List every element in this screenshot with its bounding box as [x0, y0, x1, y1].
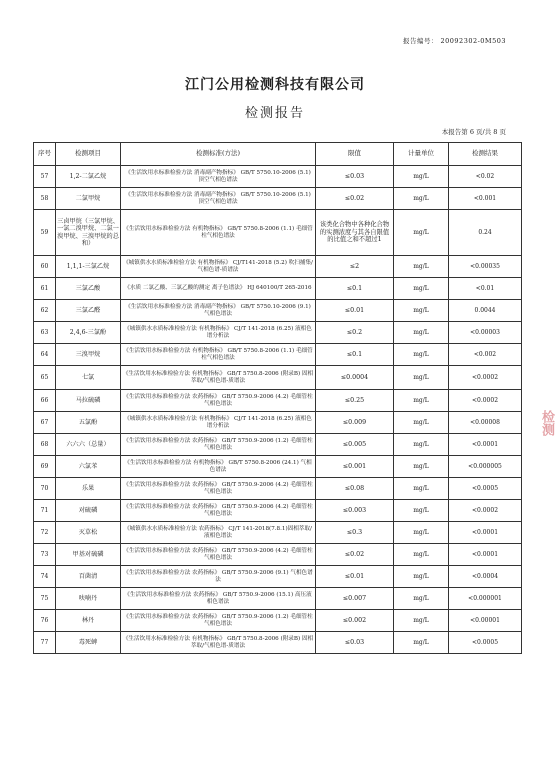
page-info: 本报告第 6 页/共 8 页: [441, 128, 506, 136]
cell-unit: mg/L: [394, 588, 449, 610]
cell-method: 《生活饮用水标准检验方法 有机物指标》 GB/T 5750.8-2006 (1.1) 毛细管柱气相色谱法: [121, 210, 316, 256]
cell-no: 68: [34, 434, 56, 456]
cell-limit: ≤0.01: [316, 300, 394, 322]
cell-no: 67: [34, 412, 56, 434]
cell-method: 《生活饮用水标准检验方法 消毒副产物指标》 GB/T 5750.10-2006 (9.1) 气相色谱法: [121, 300, 316, 322]
cell-result: <0.0002: [449, 500, 522, 522]
cell-method: 《水质 二氯乙酸、三氯乙酸的测定 离子色谱法》 HJ 640100/T 265-2016: [121, 278, 316, 300]
cell-method: 《城镇供水水质标准检验方法 农药指标》 CJ/T 141-2018(7.8.1)固相萃取/液相色谱法: [121, 522, 316, 544]
cell-unit: mg/L: [394, 566, 449, 588]
cell-item: 1,2-二氯乙烷: [56, 166, 121, 188]
cell-unit: mg/L: [394, 300, 449, 322]
cell-limit: ≤0.2: [316, 322, 394, 344]
cell-item: 三溴甲烷: [56, 344, 121, 366]
table-row: [34, 390, 522, 412]
table-header-row: [34, 143, 522, 166]
cell-unit: mg/L: [394, 210, 449, 256]
cell-no: 73: [34, 544, 56, 566]
cell-result: <0.0001: [449, 544, 522, 566]
cell-item: 呋喃丹: [56, 588, 121, 610]
cell-result: <0.0004: [449, 566, 522, 588]
cell-item: 毒死蜱: [56, 632, 121, 654]
cell-method: 《生活饮用水标准检验方法 农药指标》 GB/T 5750.9-2006 (4.2) 毛细管柱气相色谱法: [121, 500, 316, 522]
cell-result: <0.0002: [449, 390, 522, 412]
seal-stamp: 检测: [539, 410, 554, 436]
table-row: [34, 256, 522, 278]
cell-no: 58: [34, 188, 56, 210]
cell-no: 65: [34, 366, 56, 390]
table-row: [34, 188, 522, 210]
cell-item: 二氯甲烷: [56, 188, 121, 210]
cell-result: <0.00035: [449, 256, 522, 278]
cell-unit: mg/L: [394, 456, 449, 478]
cell-unit: mg/L: [394, 256, 449, 278]
cell-limit: ≤0.02: [316, 544, 394, 566]
cell-method: 《生活饮用水标准检验方法 农药指标》 GB/T 5750.9-2006 (15.1) 高压液相色谱法: [121, 588, 316, 610]
table-row: [34, 632, 522, 654]
table-row: [34, 456, 522, 478]
cell-result: <0.02: [449, 166, 522, 188]
cell-result: 0.0044: [449, 300, 522, 322]
cell-limit: ≤0.3: [316, 522, 394, 544]
cell-result: <0.001: [449, 188, 522, 210]
cell-method: 《生活饮用水标准检验方法 有机物指标》 GB/T 5750.8-2006 (附录B) 固相萃取/气相色谱-质谱法: [121, 632, 316, 654]
cell-limit: ≤0.25: [316, 390, 394, 412]
cell-result: <0.01: [449, 278, 522, 300]
cell-no: 69: [34, 456, 56, 478]
cell-limit: ≤0.1: [316, 344, 394, 366]
cell-item: 马拉硫磷: [56, 390, 121, 412]
cell-item: 三卤甲烷（三氯甲烷、一氯二溴甲烷、二氯一溴甲烷、三溴甲烷的总和）: [56, 210, 121, 256]
cell-result: <0.00001: [449, 610, 522, 632]
cell-no: 74: [34, 566, 56, 588]
cell-no: 76: [34, 610, 56, 632]
cell-limit: ≤0.0004: [316, 366, 394, 390]
cell-limit: ≤0.03: [316, 166, 394, 188]
cell-result: <0.0005: [449, 478, 522, 500]
cell-result: <0.0005: [449, 632, 522, 654]
table-body: [34, 166, 522, 654]
table-row: [34, 210, 522, 256]
cell-no: 77: [34, 632, 56, 654]
cell-unit: mg/L: [394, 434, 449, 456]
table-row: [34, 588, 522, 610]
cell-method: 《生活饮用水标准检验方法 消毒副产物指标》 GB/T 5750.10-2006 (5.1) 顶空气相色谱法: [121, 188, 316, 210]
cell-result: <0.000005: [449, 456, 522, 478]
col-header-item: 检测项目: [56, 143, 121, 166]
table-row: [34, 344, 522, 366]
cell-no: 64: [34, 344, 56, 366]
cell-item: 三氯乙酸: [56, 278, 121, 300]
col-header-result: 检测结果: [449, 143, 522, 166]
cell-no: 62: [34, 300, 56, 322]
report-title: 检测报告: [244, 106, 305, 121]
cell-limit: ≤0.002: [316, 610, 394, 632]
cell-method: 《生活饮用水标准检验方法 农药指标》 GB/T 5750.9-2006 (4.2) 毛细管柱气相色谱法: [121, 390, 316, 412]
col-header-no: 序号: [34, 143, 56, 166]
report-number: 报告编号： 20092302-0M503: [402, 37, 506, 45]
col-header-method: 检测标准(方法): [121, 143, 316, 166]
cell-result: 0.24: [449, 210, 522, 256]
cell-result: <0.0002: [449, 366, 522, 390]
cell-limit: ≤0.03: [316, 632, 394, 654]
table-row: [34, 434, 522, 456]
cell-unit: mg/L: [394, 478, 449, 500]
cell-item: 三氯乙醛: [56, 300, 121, 322]
cell-limit: ≤0.001: [316, 456, 394, 478]
cell-item: 百菌清: [56, 566, 121, 588]
cell-method: 《生活饮用水标准检验方法 消毒副产物指标》 GB/T 5750.10-2006 (5.1) 顶空气相色谱法: [121, 166, 316, 188]
cell-no: 72: [34, 522, 56, 544]
cell-no: 57: [34, 166, 56, 188]
cell-method: 《生活饮用水标准检验方法 有机物指标》 GB/T 5750.8-2006 (24.1) 气相色谱法: [121, 456, 316, 478]
results-table: [33, 142, 522, 654]
cell-unit: mg/L: [394, 278, 449, 300]
table-row: [34, 166, 522, 188]
cell-unit: mg/L: [394, 344, 449, 366]
cell-item: 2,4,6-三氯酚: [56, 322, 121, 344]
cell-item: 六六六（总量）: [56, 434, 121, 456]
cell-method: 《生活饮用水标准检验方法 有机物指标》 GB/T 5750.8-2006 (附录B) 固相萃取/气相色谱-质谱法: [121, 366, 316, 390]
cell-result: <0.000001: [449, 588, 522, 610]
cell-limit: ≤0.009: [316, 412, 394, 434]
cell-no: 70: [34, 478, 56, 500]
cell-no: 71: [34, 500, 56, 522]
cell-method: 《城镇供水水质标准检验方法 有机物指标》 CJ/T141-2018 (5.2) 吹扫捕集/气相色谱-质谱法: [121, 256, 316, 278]
cell-limit: ≤0.02: [316, 188, 394, 210]
table-row: [34, 366, 522, 390]
cell-item: 对硫磷: [56, 500, 121, 522]
cell-item: 灭草松: [56, 522, 121, 544]
table-row: [34, 610, 522, 632]
col-header-unit: 计量单位: [394, 143, 449, 166]
cell-no: 60: [34, 256, 56, 278]
cell-no: 61: [34, 278, 56, 300]
cell-item: 1,1,1-三氯乙烷: [56, 256, 121, 278]
cell-method: 《城镇供水水质标准检验方法 有机物指标》 CJ/T 141-2018 (6.25) 液相色谱分析法: [121, 412, 316, 434]
cell-no: 75: [34, 588, 56, 610]
cell-result: <0.0001: [449, 522, 522, 544]
cell-item: 七氯: [56, 366, 121, 390]
cell-limit: 该类化合物中各种化合物的实测浓度与其各自限值的比值之和不超过1: [316, 210, 394, 256]
cell-unit: mg/L: [394, 544, 449, 566]
table-row: [34, 412, 522, 434]
table-row: [34, 300, 522, 322]
cell-limit: ≤0.08: [316, 478, 394, 500]
table-row: [34, 478, 522, 500]
cell-limit: ≤0.1: [316, 278, 394, 300]
cell-unit: mg/L: [394, 322, 449, 344]
cell-result: <0.0001: [449, 434, 522, 456]
table-row: [34, 522, 522, 544]
cell-item: 林丹: [56, 610, 121, 632]
cell-unit: mg/L: [394, 188, 449, 210]
cell-item: 六氯苯: [56, 456, 121, 478]
cell-method: 《生活饮用水标准检验方法 有机物指标》 GB/T 5750.8-2006 (1.1) 毛细管柱气相色谱法: [121, 344, 316, 366]
cell-unit: mg/L: [394, 632, 449, 654]
cell-result: <0.00003: [449, 322, 522, 344]
cell-no: 59: [34, 210, 56, 256]
cell-method: 《生活饮用水标准检验方法 农药指标》 GB/T 5750.9-2006 (4.2) 毛细管柱气相色谱法: [121, 478, 316, 500]
cell-item: 乐果: [56, 478, 121, 500]
table-row: [34, 566, 522, 588]
cell-method: 《生活饮用水标准检验方法 农药指标》 GB/T 5750.9-2006 (4.2) 毛细管柱气相色谱法: [121, 544, 316, 566]
cell-limit: ≤2: [316, 256, 394, 278]
col-header-limit: 限值: [316, 143, 394, 166]
table-row: [34, 500, 522, 522]
table-row: [34, 278, 522, 300]
cell-limit: ≤0.005: [316, 434, 394, 456]
cell-item: 甲基对硫磷: [56, 544, 121, 566]
cell-no: 66: [34, 390, 56, 412]
cell-limit: ≤0.007: [316, 588, 394, 610]
cell-unit: mg/L: [394, 366, 449, 390]
cell-unit: mg/L: [394, 500, 449, 522]
table-row: [34, 322, 522, 344]
cell-result: <0.00008: [449, 412, 522, 434]
cell-limit: ≤0.003: [316, 500, 394, 522]
cell-unit: mg/L: [394, 166, 449, 188]
company-name: 江门公用检测科技有限公司: [185, 77, 365, 93]
cell-result: <0.002: [449, 344, 522, 366]
cell-unit: mg/L: [394, 412, 449, 434]
cell-unit: mg/L: [394, 522, 449, 544]
cell-limit: ≤0.01: [316, 566, 394, 588]
cell-method: 《城镇供水水质标准检验方法 有机物指标》 CJ/T 141-2018 (6.25) 液相色谱分析法: [121, 322, 316, 344]
cell-unit: mg/L: [394, 390, 449, 412]
cell-unit: mg/L: [394, 610, 449, 632]
table-row: [34, 544, 522, 566]
cell-no: 63: [34, 322, 56, 344]
cell-method: 《生活饮用水标准检验方法 农药指标》 GB/T 5750.9-2006 (9.1) 气相色谱法: [121, 566, 316, 588]
cell-method: 《生活饮用水标准检验方法 农药指标》 GB/T 5750.9-2006 (1.2) 毛细管柱气相色谱法: [121, 610, 316, 632]
cell-item: 五氯酚: [56, 412, 121, 434]
cell-method: 《生活饮用水标准检验方法 农药指标》 GB/T 5750.9-2006 (1.2) 毛细管柱气相色谱法: [121, 434, 316, 456]
